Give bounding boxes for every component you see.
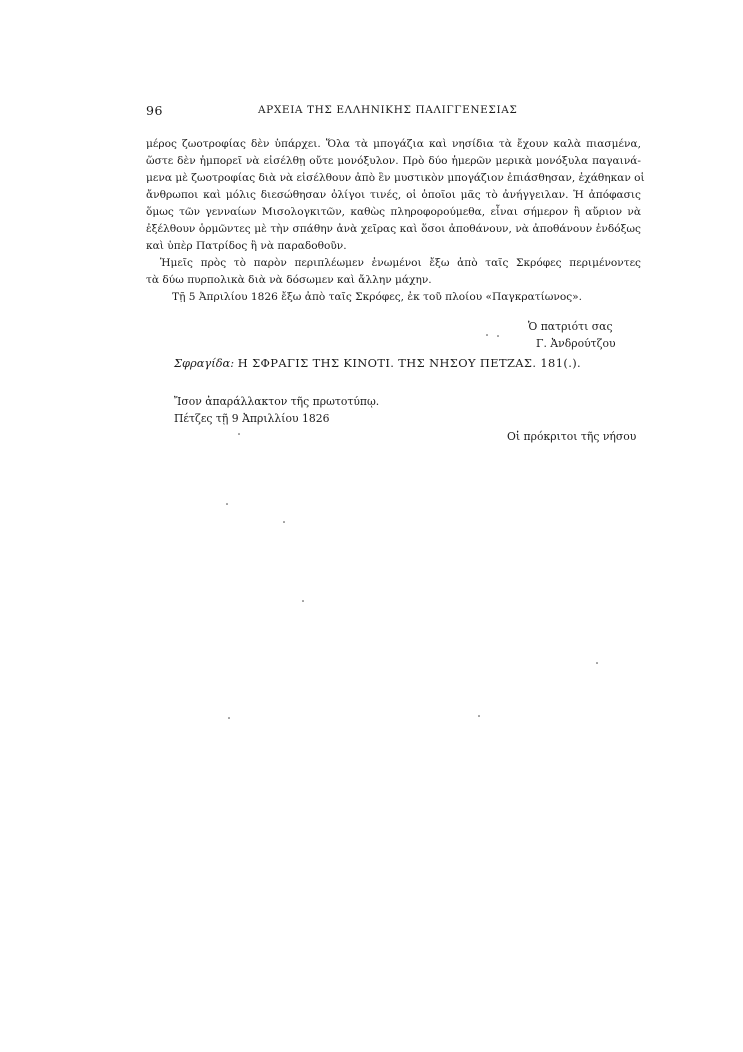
- signatory-name: Γ. Ἀνδρούτζου: [536, 337, 616, 350]
- copy-attestation: [174, 393, 379, 427]
- seal-description: [174, 356, 581, 370]
- running-title: ΑΡΧΕΙΑ ΤΗΣ ΕΛΛΗΝΙΚΗΣ ΠΑΛΙΓΓΕΝΕΣΙΑΣ: [258, 104, 518, 116]
- attestation-line: Ἴσον ἀπαράλλακτον τῆς πρωτοτύπῳ.: [174, 395, 380, 408]
- seal-label: Σφραγίδα:: [174, 356, 235, 370]
- text-line: τὰ δύω πυρπολικὰ διὰ νὰ δόσωμεν καὶ ἄλλην μάχην.: [146, 274, 432, 286]
- page-header: [146, 103, 641, 123]
- text-line: ὅμως τῶν γενναίων Μισολογκιτῶν, καθὼς πληροφορούμεθα, εἶναι σήμερον ἢ αὔριον νὰ: [146, 206, 641, 218]
- scan-speck: [486, 334, 488, 336]
- text-line: ἐξέλθουν ὁρμῶντες μὲ τὴν σπάθην ἀνὰ χεῖρας καὶ ὅσοι ἀποθάνουν, νὰ ἀποθάνουν ἐνδόξως: [146, 223, 641, 235]
- text-line: καὶ ὑπὲρ Πατρίδος ἢ νὰ παραδοθοῦν.: [146, 240, 347, 252]
- notables-signature: Οἱ πρόκριτοι τῆς νήσου: [507, 430, 637, 443]
- closing-salutation: Ὁ πατριότι σας: [528, 320, 613, 333]
- letter-body: [146, 136, 645, 306]
- scan-speck: [226, 503, 228, 505]
- attestation-date: Πέτζες τῇ 9 Ἀπριλλίου 1826: [174, 412, 330, 425]
- text-line: ἄνθρωποι καὶ μόλις διεσώθησαν ὀλίγοι τινές, οἱ ὁποῖοι μᾶς τὸ ἀνήγγειλαν. Ἡ ἀπόφασις: [146, 189, 641, 201]
- text-line: μενα μὲ ζωοτροφίας διὰ νὰ εἰσέλθουν ἀπὸ ἓν μυστικὸν μπογάζιον ἐπιάσθησαν, ἐχάθηκαν οἱ: [146, 172, 645, 184]
- scan-speck: [497, 335, 499, 337]
- scan-speck: [238, 433, 240, 435]
- scan-speck: [228, 717, 230, 719]
- page-number: 96: [146, 103, 163, 118]
- scan-speck: [596, 662, 598, 664]
- text-line: ὥστε δὲν ἠμπορεῖ νὰ εἰσέλθῃ οὔτε μονόξυλον. Πρὸ δύο ἡμερῶν μερικὰ μονόξυλα παγαινά-: [146, 155, 641, 167]
- dateline: Τῇ 5 Ἀπριλίου 1826 ἔξω ἀπὸ ταῖς Σκρόφες, ἐκ τοῦ πλοίου «Παγκρατίωνος».: [172, 291, 582, 303]
- seal-text: Η ΣΦΡΑΓΙΣ ΤΗΣ ΚΙΝΟΤΙ. ΤΗΣ ΝΗΣΟΥ ΠΕΤΖΑΣ. 181(.).: [237, 356, 582, 370]
- signature-block: [528, 318, 668, 352]
- scan-speck: [478, 715, 480, 717]
- scan-speck: [302, 600, 304, 602]
- text-line: μέρος ζωοτροφίας δὲν ὑπάρχει. Ὅλα τὰ μπογάζια καὶ νησίδια τὰ ἔχουν καλὰ πιασμένα,: [146, 138, 641, 150]
- scan-speck: [283, 521, 285, 523]
- text-line: Ἡμεῖς πρὸς τὸ παρὸν περιπλέωμεν ἑνωμένοι ἔξω ἀπὸ ταῖς Σκρόφες περιμένοντες: [160, 257, 641, 269]
